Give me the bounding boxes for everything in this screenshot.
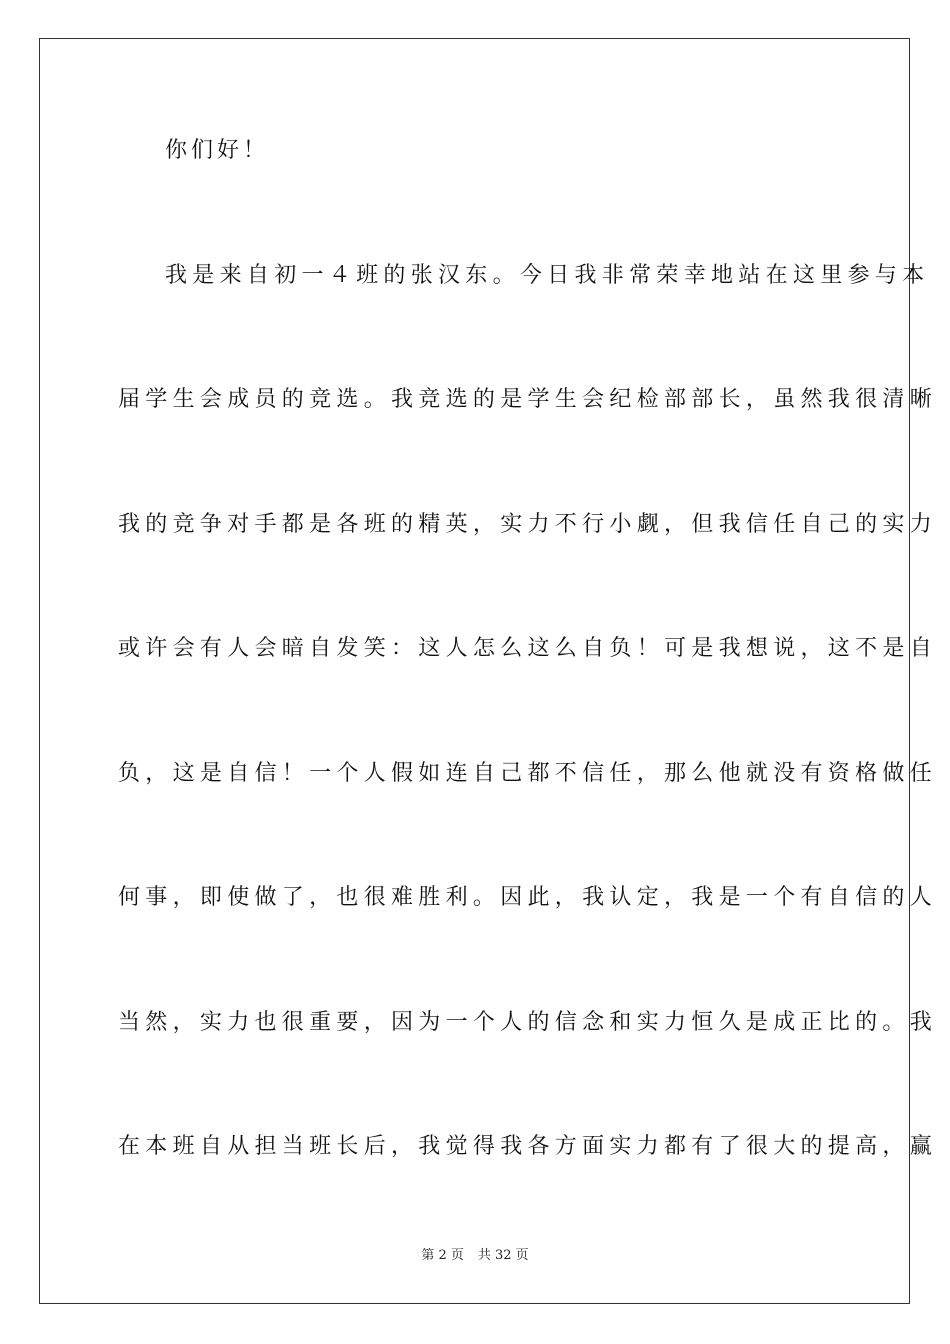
paragraph-line-7: 当然，实力也很重要，因为一个人的信念和实力恒久是成正比的。我 <box>118 1010 938 1035</box>
paragraph-line-5: 负，这是自信！一个人假如连自己都不信任，那么他就没有资格做任 <box>118 761 938 786</box>
paragraph-line-3: 我的竞争对手都是各班的精英，实力不行小觑，但我信任自己的实力 <box>118 512 938 537</box>
paragraph-line-2: 届学生会成员的竞选。我竞选的是学生会纪检部部长，虽然我很清晰 <box>118 387 938 412</box>
page-footer <box>0 1247 950 1265</box>
paragraph-line-4: 或许会有人会暗自发笑：这人怎么这么自负！可是我想说，这不是自 <box>118 636 938 661</box>
page-frame <box>39 38 938 1304</box>
paragraph-line-6: 何事，即使做了，也很难胜利。因此，我认定，我是一个有自信的人 <box>118 885 938 910</box>
page-number: 第 2 页 <box>421 1248 464 1263</box>
paragraph-line-1: 我是来自初一４班的张汉东。今日我非常荣幸地站在这里参与本 <box>165 263 930 288</box>
paragraph-line-8: 在本班自从担当班长后，我觉得我各方面实力都有了很大的提高，赢 <box>118 1134 938 1159</box>
page-total: 共 32 页 <box>477 1248 529 1263</box>
greeting-line: 你们好！ <box>165 138 270 163</box>
